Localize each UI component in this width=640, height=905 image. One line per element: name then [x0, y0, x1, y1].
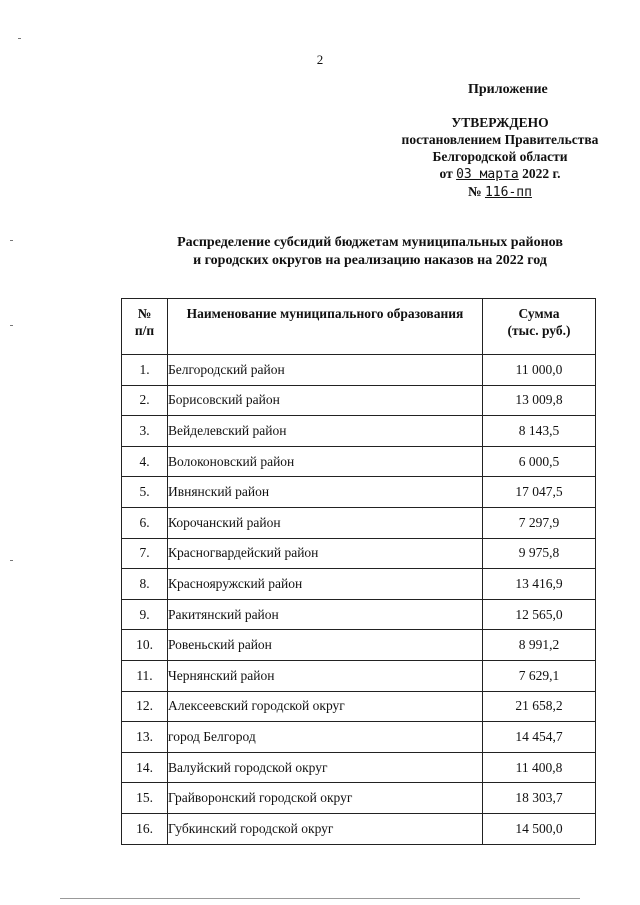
row-number-cell: 4.	[122, 446, 168, 477]
approval-line-1: постановлением Правительства	[401, 132, 599, 147]
row-number-cell: 14.	[122, 752, 168, 783]
row-name-cell: Корочанский район	[168, 507, 483, 538]
row-sum-cell: 12 565,0	[483, 599, 596, 630]
row-sum-cell: 11 000,0	[483, 355, 596, 386]
row-sum-cell: 7 629,1	[483, 660, 596, 691]
approval-line-2: Белгородской области	[432, 149, 568, 164]
table-row	[122, 507, 596, 538]
row-sum-cell: 9 975,8	[483, 538, 596, 569]
row-number-cell: 7.	[122, 538, 168, 569]
row-number-cell: 10.	[122, 630, 168, 661]
row-sum-cell: 8 143,5	[483, 416, 596, 447]
table-row	[122, 385, 596, 416]
row-number-cell: 8.	[122, 569, 168, 600]
table-row	[122, 722, 596, 753]
approval-date	[380, 165, 620, 183]
row-name-cell: Валуйский городской округ	[168, 752, 483, 783]
row-name-cell: Волоконовский район	[168, 446, 483, 477]
row-name-cell: Алексеевский городской округ	[168, 691, 483, 722]
row-sum-cell: 11 400,8	[483, 752, 596, 783]
table-row	[122, 660, 596, 691]
header-name: Наименование муниципального образования	[168, 299, 483, 355]
document-heading	[150, 234, 590, 270]
approval-number-prefix: №	[468, 184, 482, 199]
table-row	[122, 477, 596, 508]
table-row	[122, 813, 596, 844]
row-name-cell: город Белгород	[168, 722, 483, 753]
row-number-cell: 9.	[122, 599, 168, 630]
row-name-cell: Вейделевский район	[168, 416, 483, 447]
approval-number	[380, 183, 620, 201]
row-number-cell: 5.	[122, 477, 168, 508]
row-sum-cell: 21 658,2	[483, 691, 596, 722]
header-number-line-2: п/п	[134, 323, 155, 338]
row-sum-cell: 17 047,5	[483, 477, 596, 508]
header-sum-line-1: Сумма	[518, 306, 560, 321]
row-number-cell: 2.	[122, 385, 168, 416]
table-row	[122, 599, 596, 630]
scan-speck	[10, 560, 13, 561]
row-sum-cell: 13 009,8	[483, 385, 596, 416]
approval-date-suffix: 2022 г.	[522, 166, 561, 181]
scan-speck	[10, 240, 13, 241]
row-sum-cell: 8 991,2	[483, 630, 596, 661]
appendix-label: Приложение	[468, 82, 548, 97]
row-name-cell: Красногвардейский район	[168, 538, 483, 569]
row-name-cell: Краснояружский район	[168, 569, 483, 600]
row-sum-cell: 7 297,9	[483, 507, 596, 538]
approval-date-value: 03 марта	[456, 167, 519, 182]
row-name-cell: Ракитянский район	[168, 599, 483, 630]
row-number-cell: 3.	[122, 416, 168, 447]
header-number-line-1: №	[137, 306, 152, 321]
page-number: 2	[316, 52, 324, 67]
scan-speck	[10, 325, 13, 326]
row-name-cell: Чернянский район	[168, 660, 483, 691]
table-row	[122, 355, 596, 386]
table-row	[122, 630, 596, 661]
row-sum-cell: 14 500,0	[483, 813, 596, 844]
table-row	[122, 416, 596, 447]
row-name-cell: Ивнянский район	[168, 477, 483, 508]
row-name-cell: Белгородский район	[168, 355, 483, 386]
row-sum-cell: 14 454,7	[483, 722, 596, 753]
table-row	[122, 446, 596, 477]
heading-line-1: Распределение субсидий бюджетам муниципальных районов	[177, 235, 563, 250]
header-sum	[483, 299, 596, 355]
table-header-row	[122, 299, 596, 355]
row-number-cell: 11.	[122, 660, 168, 691]
row-number-cell: 6.	[122, 507, 168, 538]
row-sum-cell: 18 303,7	[483, 783, 596, 814]
table-body	[122, 355, 596, 845]
row-name-cell: Ровеньский район	[168, 630, 483, 661]
row-number-cell: 1.	[122, 355, 168, 386]
scan-speck	[18, 38, 21, 39]
header-sum-line-2: (тыс. руб.)	[507, 323, 571, 338]
approval-title: УТВЕРЖДЕНО	[451, 115, 549, 130]
row-number-cell: 12.	[122, 691, 168, 722]
row-name-cell: Борисовский район	[168, 385, 483, 416]
table-row	[122, 752, 596, 783]
table-row	[122, 569, 596, 600]
heading-line-2: и городских округов на реализацию наказов на 2022 год	[193, 253, 547, 268]
table-row	[122, 538, 596, 569]
row-name-cell: Губкинский городской округ	[168, 813, 483, 844]
approval-block	[380, 114, 620, 201]
row-sum-cell: 13 416,9	[483, 569, 596, 600]
row-number-cell: 16.	[122, 813, 168, 844]
approval-date-prefix: от	[439, 166, 453, 181]
row-number-cell: 15.	[122, 783, 168, 814]
table-row	[122, 783, 596, 814]
subsidy-table	[121, 298, 596, 845]
row-name-cell: Грайворонский городской округ	[168, 783, 483, 814]
bottom-scan-line	[60, 898, 580, 899]
row-sum-cell: 6 000,5	[483, 446, 596, 477]
approval-number-value: 116-пп	[484, 185, 532, 200]
row-number-cell: 13.	[122, 722, 168, 753]
header-number	[122, 299, 168, 355]
table-row	[122, 691, 596, 722]
